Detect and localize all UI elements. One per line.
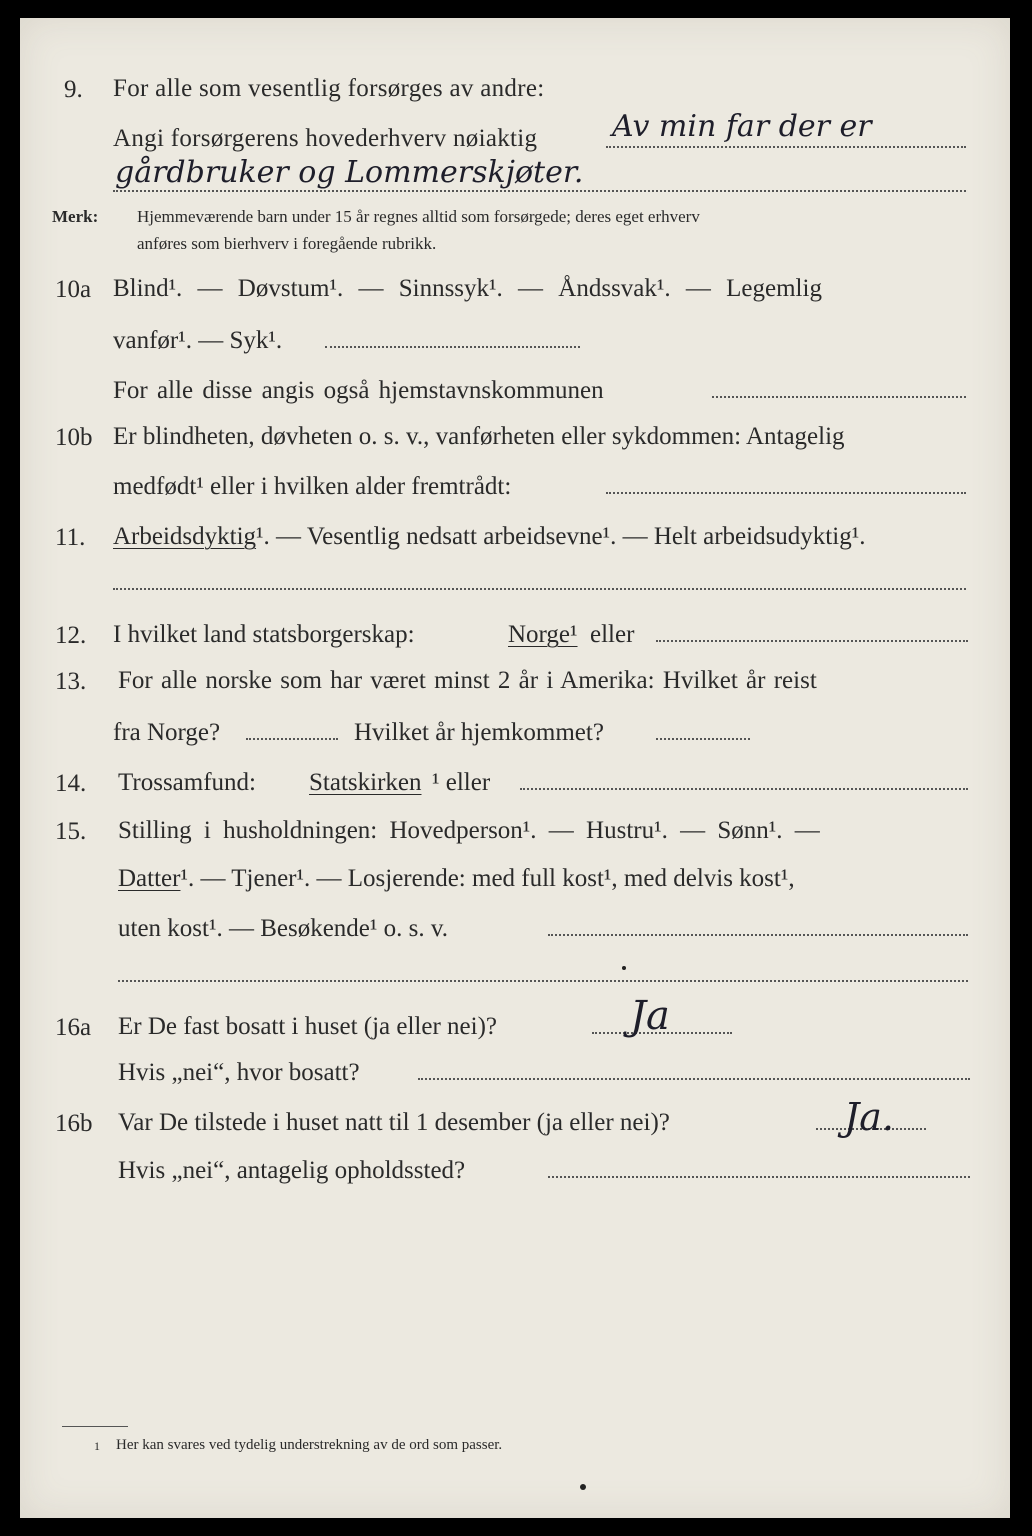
q15-underlined-answer: Datter bbox=[118, 865, 181, 892]
q14-text: Trossamfund: bbox=[118, 769, 256, 796]
q13-number: 13. bbox=[55, 668, 87, 695]
q16a-handwritten-answer: Ja bbox=[630, 993, 670, 1039]
merk-line1: Hjemmeværende barn under 15 år regnes alltid som forsørgede; deres eget erhverv bbox=[137, 207, 700, 226]
q11-text bbox=[113, 524, 865, 549]
q16a-where-line bbox=[418, 1078, 970, 1080]
ink-dot bbox=[622, 966, 626, 970]
merk-line2: anføres som bierhverv i foregående rubrikk. bbox=[137, 234, 437, 253]
q13-line2b: Hvilket år hjemkommet? bbox=[354, 719, 604, 746]
q11-number: 11. bbox=[55, 524, 86, 551]
q16b-line2: Hvis „nei“, antagelig opholdssted? bbox=[118, 1157, 466, 1184]
q16a-line2: Hvis „nei“, hvor bosatt? bbox=[118, 1059, 360, 1086]
q11-extra-line bbox=[113, 588, 966, 590]
q10b-number: 10b bbox=[55, 424, 93, 451]
q15-extra-line bbox=[118, 980, 968, 982]
ink-blot bbox=[580, 1484, 586, 1490]
footnote-mark: 1 bbox=[94, 1439, 100, 1453]
footnote-separator bbox=[62, 1426, 128, 1427]
q15-number: 15. bbox=[55, 818, 87, 845]
q9-handwritten-answer2: gårdbruker og Lommerskjøter. bbox=[115, 155, 584, 190]
q12-other-country-line bbox=[656, 640, 968, 642]
q16b-location-line bbox=[548, 1176, 970, 1178]
merk-label: Merk: bbox=[52, 207, 99, 226]
q12-number: 12. bbox=[55, 622, 87, 649]
q13-line1: For alle norske som har været minst 2 år i Amerika: Hvilket år reist bbox=[118, 667, 817, 694]
q15-line2 bbox=[118, 866, 795, 891]
q16b-handwritten-answer: Ja. bbox=[844, 1095, 894, 1139]
q12-text: I hvilket land statsborgerskap: bbox=[113, 621, 415, 648]
q10a-line3: For alle disse angis også hjemstavnskommunen bbox=[113, 377, 604, 404]
q15-line3: uten kost¹. — Besøkende¹ o. s. v. bbox=[118, 915, 449, 942]
q10a-home-municipality-line bbox=[712, 396, 966, 398]
q9-answer-line1 bbox=[606, 146, 966, 148]
q15-other-line bbox=[548, 934, 968, 936]
q15-line2-rest: ¹. — Tjener¹. — Losjerende: med full kost¹, med delvis kost¹, bbox=[180, 865, 795, 892]
q14-underlined-answer: Statskirken bbox=[309, 769, 422, 796]
q16a-line1: Er De fast bosatt i huset (ja eller nei)? bbox=[118, 1013, 498, 1040]
q13-left-year-line bbox=[246, 738, 338, 740]
q14-rest: ¹ eller bbox=[432, 769, 491, 796]
q15-line1: Stilling i husholdningen: Hovedperson¹. — Hustru¹. — Sønn¹. — bbox=[118, 817, 820, 844]
q10b-line2: medfødt¹ eller i hvilken alder fremtrådt: bbox=[113, 473, 512, 500]
q16a-number: 16a bbox=[55, 1014, 92, 1041]
q14-number: 14. bbox=[55, 770, 87, 797]
q16b-line1: Var De tilstede i huset natt til 1 desember (ja eller nei)? bbox=[118, 1109, 670, 1136]
q11-rest: ¹. — Vesentlig nedsatt arbeidsevne¹. — Helt arbeidsudyktig¹. bbox=[256, 523, 866, 550]
q9-handwritten-answer1: Av min far der er bbox=[612, 109, 872, 144]
q9-number: 9. bbox=[64, 76, 83, 103]
q10a-number: 10a bbox=[55, 276, 92, 303]
q11-underlined-answer: Arbeidsdyktig bbox=[113, 523, 257, 550]
q10a-line1: Blind¹. — Døvstum¹. — Sinnssyk¹. — Åndssvak¹. — Legemlig bbox=[113, 275, 822, 302]
q16b-number: 16b bbox=[55, 1110, 93, 1137]
q13-return-year-line bbox=[656, 738, 750, 740]
footnote-text: Her kan svares ved tydelig understrekning av de ord som passer. bbox=[116, 1437, 503, 1453]
q10b-age-line bbox=[606, 492, 966, 494]
q12-rest: eller bbox=[590, 621, 635, 648]
q13-line2a: fra Norge? bbox=[113, 719, 221, 746]
q10a-sick-line bbox=[325, 346, 580, 348]
q9-line1: For alle som vesentlig forsørges av andre: bbox=[113, 75, 545, 102]
q9-line2: Angi forsørgerens hovederhverv nøiaktig bbox=[113, 125, 538, 152]
q10a-line2: vanfør¹. — Syk¹. bbox=[113, 327, 283, 354]
q10b-line1: Er blindheten, døvheten o. s. v., vanførheten eller sykdommen: Antagelig bbox=[113, 423, 845, 450]
q9-answer-line2 bbox=[113, 190, 966, 192]
q12-underlined-answer: Norge¹ bbox=[508, 621, 578, 648]
q14-other-line bbox=[520, 788, 968, 790]
